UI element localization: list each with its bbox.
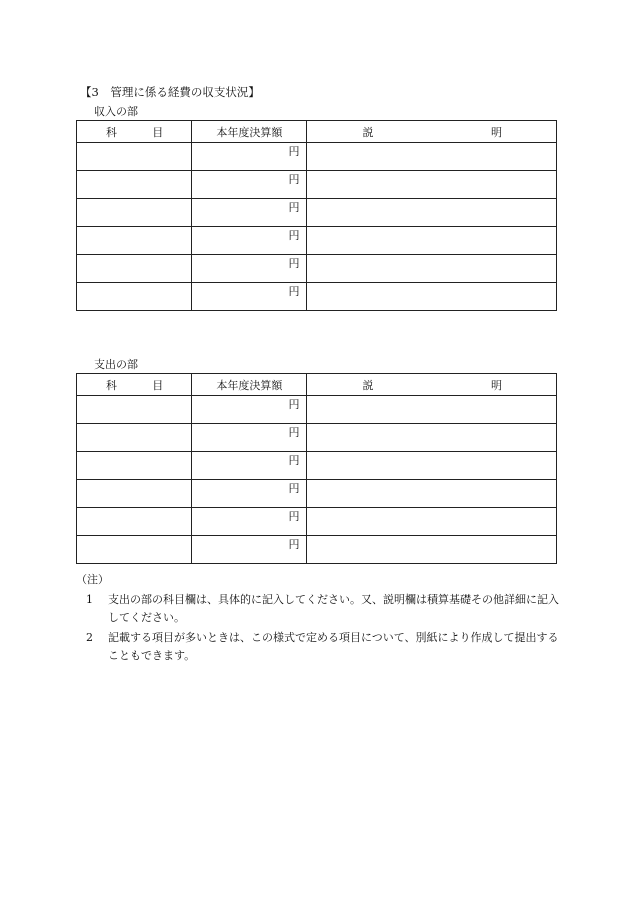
header-amount [192, 121, 307, 143]
note-number: 2 [86, 631, 93, 644]
description-cell[interactable] [307, 255, 557, 283]
item-cell[interactable] [77, 199, 192, 227]
yen-unit: 円 [288, 454, 300, 467]
header-amount-label: 本年度決算額 [216, 378, 283, 392]
amount-cell[interactable] [192, 255, 307, 283]
amount-cell[interactable] [192, 452, 307, 480]
table-row [77, 480, 557, 508]
description-cell[interactable] [307, 143, 557, 171]
notes-section [76, 571, 566, 667]
table-row [77, 508, 557, 536]
amount-cell[interactable] [192, 424, 307, 452]
income-table [76, 120, 557, 311]
item-cell[interactable] [77, 283, 192, 311]
item-cell[interactable] [77, 480, 192, 508]
item-cell[interactable] [77, 171, 192, 199]
note-item [76, 591, 566, 627]
header-item-char-2: 目 [152, 378, 164, 392]
notes-heading: （注） [76, 573, 109, 586]
yen-unit: 円 [288, 482, 300, 495]
expense-table [76, 373, 557, 564]
item-cell[interactable] [77, 255, 192, 283]
amount-cell[interactable] [192, 508, 307, 536]
header-item [77, 374, 192, 396]
table-row [77, 452, 557, 480]
yen-unit: 円 [288, 398, 300, 411]
description-cell[interactable] [307, 508, 557, 536]
table-row [77, 171, 557, 199]
description-cell[interactable] [307, 536, 557, 564]
description-cell[interactable] [307, 452, 557, 480]
table-row [77, 199, 557, 227]
item-cell[interactable] [77, 508, 192, 536]
header-item-char-2: 目 [152, 125, 164, 139]
header-item-char-1: 科 [106, 125, 117, 139]
item-cell[interactable] [77, 227, 192, 255]
amount-cell[interactable] [192, 171, 307, 199]
table-row [77, 143, 557, 171]
description-cell[interactable] [307, 171, 557, 199]
table-row [77, 227, 557, 255]
header-amount [192, 374, 307, 396]
income-section-label: 収入の部 [94, 105, 138, 118]
amount-cell[interactable] [192, 283, 307, 311]
yen-unit: 円 [288, 229, 300, 242]
header-description [307, 374, 557, 396]
amount-cell[interactable] [192, 536, 307, 564]
description-cell[interactable] [307, 283, 557, 311]
header-desc-char-2: 明 [491, 125, 502, 139]
yen-unit: 円 [288, 285, 300, 298]
header-desc-char-2: 明 [491, 378, 502, 392]
header-description [307, 121, 557, 143]
yen-unit: 円 [288, 510, 300, 523]
description-cell[interactable] [307, 199, 557, 227]
header-item-char-1: 科 [106, 378, 117, 392]
amount-cell[interactable] [192, 227, 307, 255]
header-item [77, 121, 192, 143]
amount-cell[interactable] [192, 143, 307, 171]
yen-unit: 円 [288, 257, 300, 270]
header-desc-char-1: 説 [362, 378, 374, 392]
description-cell[interactable] [307, 480, 557, 508]
table-row [77, 424, 557, 452]
item-cell[interactable] [77, 424, 192, 452]
table-row [77, 536, 557, 564]
item-cell[interactable] [77, 452, 192, 480]
item-cell[interactable] [77, 536, 192, 564]
header-desc-char-1: 説 [362, 125, 374, 139]
item-cell[interactable] [77, 143, 192, 171]
description-cell[interactable] [307, 424, 557, 452]
note-text: 記載する項目が多いときは、この様式で定める項目について、別紙により作成して提出することもできます。 [108, 631, 559, 662]
item-cell[interactable] [77, 396, 192, 424]
note-number: 1 [86, 593, 93, 606]
table-row [77, 283, 557, 311]
yen-unit: 円 [288, 201, 300, 214]
description-cell[interactable] [307, 227, 557, 255]
note-item [76, 629, 566, 665]
description-cell[interactable] [307, 396, 557, 424]
table-header-row [77, 121, 557, 143]
amount-cell[interactable] [192, 480, 307, 508]
note-text: 支出の部の科目欄は、具体的に記入してください。又、説明欄は積算基礎その他詳細に記入してください。 [108, 593, 559, 624]
amount-cell[interactable] [192, 396, 307, 424]
header-amount-label: 本年度決算額 [216, 125, 283, 139]
table-row [77, 396, 557, 424]
yen-unit: 円 [288, 173, 300, 186]
table-row [77, 255, 557, 283]
amount-cell[interactable] [192, 199, 307, 227]
yen-unit: 円 [288, 538, 300, 551]
yen-unit: 円 [288, 426, 300, 439]
yen-unit: 円 [288, 145, 300, 158]
table-header-row [77, 374, 557, 396]
page-title: 【3 管理に係る経費の収支状況】 [80, 85, 260, 99]
expense-section-label: 支出の部 [94, 358, 138, 371]
